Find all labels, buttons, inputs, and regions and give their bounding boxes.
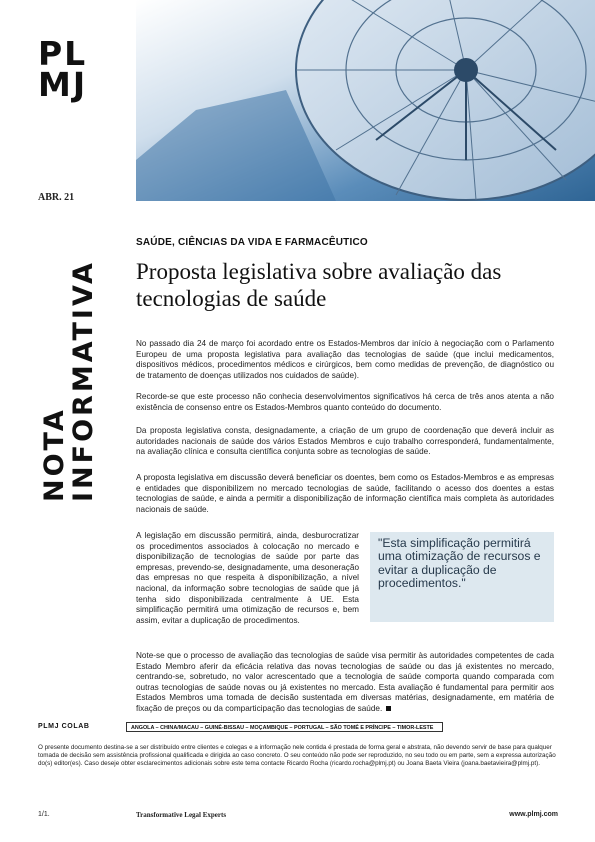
paragraph-6-container [136, 651, 554, 715]
plmj-logo [38, 34, 98, 104]
issue-date: ABR. 21 [38, 192, 75, 203]
brand-label: PLMJ COLAB [38, 723, 90, 730]
paragraph-2: Recorde-se que este processo não conhecia desenvolvimentos significativos há cerca de três anos atenta a não existência de consenso entre os Estados-Membros quanto conteúdo do documento. [136, 392, 554, 412]
logo-line-1: PL [38, 34, 88, 73]
pull-quote-text: "Esta simplificação permitirá uma otimização de recursos e evitar a duplicação de procedimentos." [378, 536, 541, 591]
paragraph-3: Da proposta legislativa consta, designadamente, a criação de um grupo de coordenação que deverá incluir as autoridades nacionais de saúde dos vários Estados Membros e cujo trabalho corresponderá, fundamentalmente, na avaliação clínica e consulta científica conjunta sobre as tecnologias de saúde. [136, 426, 554, 457]
satellite-dish-illustration [136, 0, 595, 201]
end-mark-icon [386, 706, 391, 711]
disclaimer: O presente documento destina-se a ser distribuído entre clientes e colegas e a informação nele contida é prestada de forma geral e abstrata, não devendo servir de base para qualquer tomada de decisão sem assistência profissional qualificada e dirigida ao caso concreto. O seu conteúdo não pode ser reproduzido, no seu todo ou em parte, sem a expressa autorização do(s) editor(es). Caso deseje obter esclarecimentos adicionais sobre este tema contacte Ricardo Rocha (ricardo.rocha@plmj.pt) ou Joana Baeta Vieira (joana.baetavieira@plmj.pt). [38, 744, 556, 767]
paragraph-4: A proposta legislativa em discussão deverá beneficiar os doentes, bem como os Estados-Membros e as empresas e entidades que disponibilizem no mercado tecnologias de saúde, facilitando o acesso dos doentes a estas tecnologias de saúde, e ainda a permitir a disponibilização de informação científica mais completa às autoridades nacionais de saúde. [136, 473, 554, 514]
vertical-title-line-2: INFORMATIVA [68, 260, 99, 502]
paragraph-1: No passado dia 24 de março foi acordado entre os Estados-Membros dar início à negociação com o Parlamento Europeu de uma proposta legislativa para avaliação das tecnologias de saúde (que inclui medicamentos, dispositivos médicos, procedimentos médicos e cirúrgicos, bem como medidas de prevenção, de diagnóstico ou de tratamento de doenças utilizados nos cuidados de saúde). [136, 339, 554, 380]
pull-quote [370, 532, 554, 622]
headline: Proposta legislativa sobre avaliação das tecnologias de saúde [136, 259, 502, 311]
logo-line-2: MJ [38, 65, 88, 104]
vertical-title-line-1: NOTA [39, 407, 70, 502]
paragraph-6: Note-se que o processo de avaliação das tecnologias de saúde visa permitir às autoridades competentes de cada Estado Membro aferir da eficácia relativa das novas tecnologias de saúde ou das já existentes no mercado, centrando-se, sobretudo, no valor acrescentado que a tecnologia de saúde comporta quando comparada com outras tecnologias de saúde novas ou já existentes no mercado. Esta avaliação é fundamental para permitir aos Estados Membros uma tomada de decisão sustentada em diversas matérias, designadamente, em matéria de fixação de preços ou da comparticipação das tecnologias de saúde. [136, 651, 554, 713]
countries-list: ANGOLA – CHINA/MACAU – GUINÉ-BISSAU – MOÇAMBIQUE – PORTUGAL – SÃO TOMÉ E PRÍNCIPE – TIMOR-LESTE [126, 722, 443, 732]
footer-bar [38, 722, 558, 734]
page-number: 1/1. [38, 811, 50, 818]
website-link[interactable]: www.plmj.com [509, 811, 558, 818]
vertical-title [40, 260, 98, 502]
hero-image [136, 0, 595, 201]
paragraph-5: A legislação em discussão permitirá, ainda, desburocratizar os procedimentos associados à colocação no mercado e disponibilização de tecnologias de saúde por parte das empresas, prevendo-se, designadamente, uma desoneração das empresas no que respeita à disponibilização, a nível nacional, da informação sobre tecnologias de saúde que já tenha sido disponibilizada centralmente à UE. Esta simplificação permitirá uma otimização de recursos e, bem assim, evitar a duplicação de procedimentos. [136, 531, 359, 625]
category-label: SAÚDE, CIÊNCIAS DA VIDA E FARMACÊUTICO [136, 237, 368, 248]
tagline: Transformative Legal Experts [136, 811, 227, 819]
